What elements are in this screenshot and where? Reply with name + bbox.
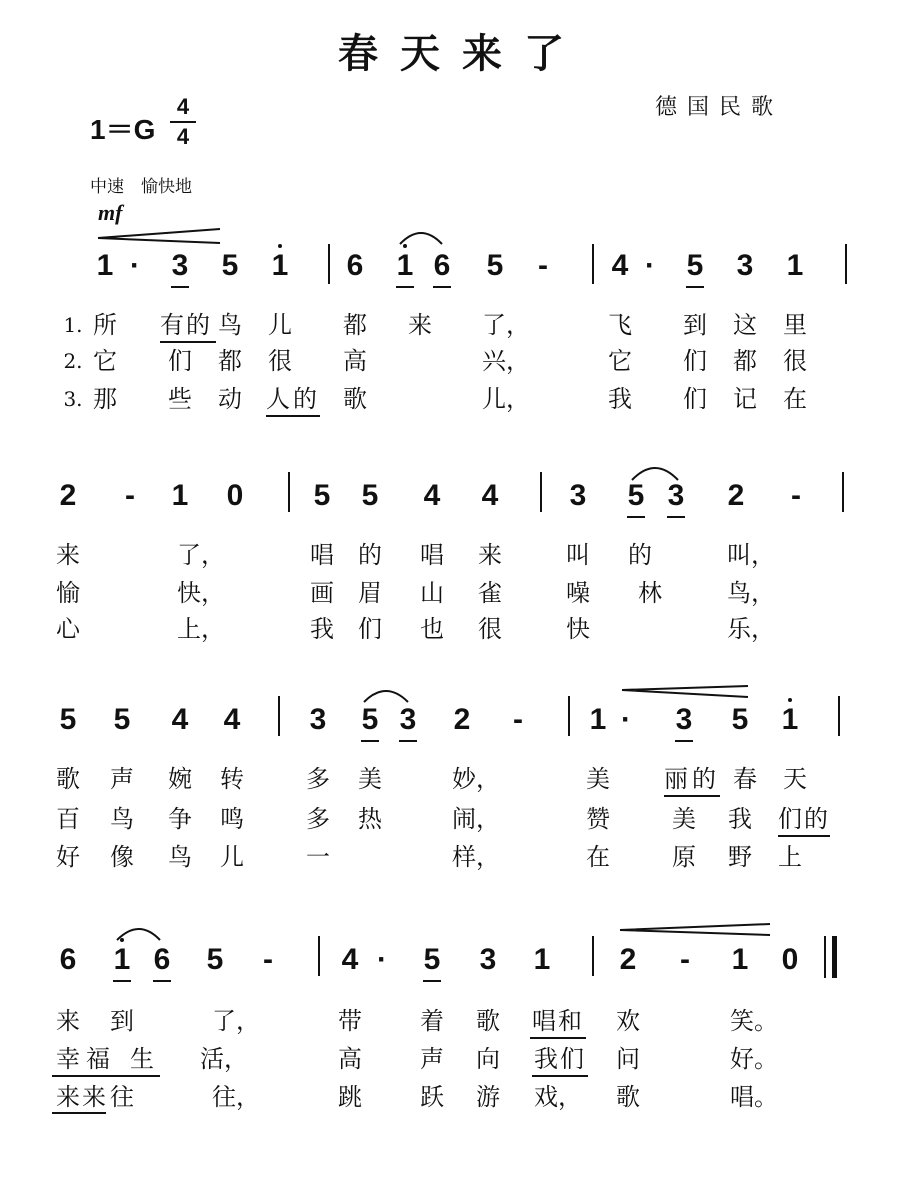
dash: - [680, 943, 690, 976]
lyric: 热 [358, 805, 382, 833]
melisma-underline [778, 835, 830, 837]
lyric: 里 [783, 311, 807, 339]
lyric: 的 [692, 765, 716, 793]
lyric: 在 [586, 843, 610, 871]
note: 3 [165, 248, 195, 284]
lyric: 儿 [220, 843, 244, 871]
composer-credit: 德国民歌 [655, 95, 784, 120]
note: 5 [621, 478, 651, 514]
note: 2 [727, 479, 745, 512]
lyric: 来 [408, 311, 432, 339]
note: 3 [479, 943, 497, 976]
dash: - [513, 703, 523, 736]
dynamic-marking: mf [98, 200, 123, 225]
lyric: 很 [783, 347, 807, 375]
barline [318, 936, 320, 976]
lyric: 闹， [452, 805, 500, 833]
lyric: 鸟， [727, 579, 775, 607]
time-numerator: 4 [176, 94, 190, 119]
note: 2 [619, 943, 637, 976]
note: 5 [731, 703, 749, 736]
lyric: 像 [110, 843, 134, 871]
lyric: 儿 [268, 311, 292, 339]
note: 3 [736, 249, 754, 282]
lyric: 到 [683, 311, 707, 339]
time-denominator: 4 [176, 124, 190, 149]
lyric: 美 [586, 765, 610, 793]
lyric: 的 [186, 311, 210, 339]
lyric: 飞 [608, 311, 632, 339]
lyric: 高 [338, 1045, 362, 1073]
dash: - [791, 479, 801, 512]
barline [838, 696, 840, 736]
lyric: 的 [358, 541, 382, 569]
lyric: 人 [266, 385, 290, 413]
lyric: 快 [566, 615, 590, 643]
lyric: 鸣 [220, 805, 244, 833]
note: 2 [59, 479, 77, 512]
lyric: 我 [608, 385, 632, 413]
lyric: 歌 [343, 385, 367, 413]
note: 4 [481, 479, 499, 512]
lyric: 们 [168, 347, 192, 375]
lyric: 很 [268, 347, 292, 375]
lyric: 多 [306, 805, 330, 833]
lyric: 们 [358, 615, 382, 643]
lyric: 歌 [476, 1007, 500, 1035]
note: 1 [533, 943, 551, 976]
barline [592, 936, 594, 976]
lyric: 山 [420, 579, 444, 607]
lyric: 百 [56, 805, 80, 833]
rest: 0 [226, 479, 244, 512]
lyric: 了， [212, 1007, 260, 1035]
lyric: 儿， [482, 385, 530, 413]
note: 1 [390, 248, 420, 284]
lyric: 问 [616, 1045, 640, 1073]
barline [328, 244, 330, 284]
lyric: 好。 [730, 1045, 778, 1073]
lyric: 跳 [338, 1083, 362, 1111]
lyric: 在 [783, 385, 807, 413]
lyric: 们 [683, 385, 707, 413]
lyric: 到 [110, 1007, 134, 1035]
lyric: 我 [534, 1045, 558, 1073]
lyric: 唱 [420, 541, 444, 569]
note: 4 [171, 703, 189, 736]
lyric: 跃 [420, 1083, 444, 1111]
barline [540, 472, 542, 512]
dot: · [377, 943, 387, 976]
lyric: 都 [733, 347, 757, 375]
note: 1 [731, 943, 749, 976]
lyric: 样， [452, 843, 500, 871]
verse-number: 2. [63, 349, 83, 373]
lyric: 戏， [534, 1083, 582, 1111]
lyric: 往 [110, 1083, 134, 1111]
lyric: 妙， [452, 765, 500, 793]
note: 5 [313, 479, 331, 512]
lyric: 上 [778, 843, 802, 871]
lyric: 有 [160, 311, 184, 339]
note: 3 [569, 479, 587, 512]
note: 1 [589, 703, 607, 736]
note: 3 [669, 702, 699, 738]
lyric: 来 [56, 541, 80, 569]
note: 5 [206, 943, 224, 976]
rest: 0 [781, 943, 799, 976]
lyric: 也 [420, 615, 444, 643]
lyric: 高 [343, 347, 367, 375]
lyric: 乐， [727, 615, 775, 643]
note: 5 [361, 479, 379, 512]
lyric: 鸟 [110, 805, 134, 833]
verse-number: 1. [63, 313, 83, 337]
key-signature: 1＝G [90, 114, 156, 145]
melisma-underline [664, 795, 720, 797]
lyric: 我 [310, 615, 334, 643]
slur-3 [364, 691, 408, 702]
lyric: 唱 [532, 1007, 556, 1035]
note: 1 [265, 248, 295, 284]
dash: - [125, 479, 135, 512]
lyric: 天 [783, 765, 807, 793]
lyric: 我 [728, 805, 752, 833]
dash: - [538, 249, 548, 282]
melisma-underline [160, 341, 216, 343]
lyric: 多 [306, 765, 330, 793]
note: 3 [661, 478, 691, 514]
note: 5 [221, 249, 239, 282]
note: 6 [427, 248, 457, 284]
dot: · [645, 249, 655, 282]
lyric: 原 [672, 843, 696, 871]
melisma-underline [532, 1075, 588, 1077]
lyric: 活， [200, 1045, 248, 1073]
lyric: 唱。 [730, 1083, 778, 1111]
lyric: 所 [93, 311, 117, 339]
barline [278, 696, 280, 736]
lyric: 它 [93, 347, 117, 375]
note: 5 [680, 248, 710, 284]
note: 5 [59, 703, 77, 736]
lyric: 愉 [56, 579, 80, 607]
lyric: 和 [558, 1007, 582, 1035]
slur-1 [400, 233, 442, 244]
lyric: 林 [638, 579, 662, 607]
lyric: 心 [56, 615, 80, 643]
lyric: 的 [628, 541, 652, 569]
note: 1 [107, 942, 137, 978]
lyric: 唱 [310, 541, 334, 569]
lyric: 一 [306, 843, 330, 871]
lyric: 上， [177, 615, 225, 643]
lyric: 都 [218, 347, 242, 375]
lyric: 往， [212, 1083, 260, 1111]
note: 6 [346, 249, 364, 282]
note: 1 [96, 249, 114, 282]
dash: - [263, 943, 273, 976]
barline [568, 696, 570, 736]
final-barline-thick [832, 936, 837, 978]
lyric: 着 [420, 1007, 444, 1035]
note: 3 [309, 703, 327, 736]
melisma-underline [52, 1075, 160, 1077]
barline [592, 244, 594, 284]
note: 6 [59, 943, 77, 976]
note: 4 [611, 249, 629, 282]
lyric: 来 [56, 1007, 80, 1035]
lyric: 带 [338, 1007, 362, 1035]
verse-number: 3. [63, 387, 83, 411]
melisma-underline [52, 1112, 106, 1114]
lyric: 叫， [727, 541, 775, 569]
lyric: 声 [420, 1045, 444, 1073]
note: 5 [417, 942, 447, 978]
lyric: 春 [733, 765, 757, 793]
lyric: 雀 [478, 579, 502, 607]
lyric: 福 [86, 1045, 110, 1073]
lyric: 来 [478, 541, 502, 569]
lyric: 争 [168, 805, 192, 833]
final-barline-thin [824, 936, 826, 978]
lyric: 们 [778, 805, 802, 833]
barline [845, 244, 847, 284]
lyric: 歌 [616, 1083, 640, 1111]
lyric: 赞 [586, 805, 610, 833]
lyric: 的 [293, 385, 317, 413]
lyric: 的 [804, 805, 828, 833]
lyric: 动 [218, 385, 242, 413]
lyric: 鸟 [218, 311, 242, 339]
lyric: 转 [220, 765, 244, 793]
lyric: 很 [478, 615, 502, 643]
dot: · [130, 249, 140, 282]
note: 1 [775, 702, 805, 738]
note: 1 [786, 249, 804, 282]
note: 4 [423, 479, 441, 512]
lyric: 这 [733, 311, 757, 339]
note: 6 [147, 942, 177, 978]
lyric: 好 [56, 843, 80, 871]
lyric: 快， [177, 579, 225, 607]
note: 5 [355, 702, 385, 738]
lyric: 些 [168, 385, 192, 413]
lyric: 幸 [56, 1045, 80, 1073]
note: 2 [453, 703, 471, 736]
lyric: 婉 [168, 765, 192, 793]
note: 5 [113, 703, 131, 736]
song-title: 春天来了 [338, 30, 586, 77]
melisma-underline [530, 1037, 586, 1039]
lyric: 笑。 [730, 1007, 778, 1035]
dot: · [621, 703, 631, 736]
lyric: 生 [130, 1045, 154, 1073]
crescendo-hairpin-1 [98, 229, 220, 243]
lyric: 们 [560, 1045, 584, 1073]
lyric: 它 [608, 347, 632, 375]
lyric: 了， [177, 541, 225, 569]
lyric: 声 [110, 765, 134, 793]
lyric: 丽 [664, 765, 688, 793]
lyric: 兴， [482, 347, 530, 375]
lyric: 美 [672, 805, 696, 833]
lyric: 欢 [616, 1007, 640, 1035]
lyric: 们 [683, 347, 707, 375]
lyric: 鸟 [168, 843, 192, 871]
lyric: 那 [93, 385, 117, 413]
lyric: 美 [358, 765, 382, 793]
note: 5 [486, 249, 504, 282]
crescendo-hairpin-3 [620, 924, 770, 935]
note: 1 [171, 479, 189, 512]
lyric: 叫 [566, 541, 590, 569]
lyric: 眉 [358, 579, 382, 607]
note: 4 [223, 703, 241, 736]
lyric: 来 [56, 1083, 80, 1111]
note: 4 [341, 943, 359, 976]
crescendo-hairpin-2 [622, 686, 748, 697]
lyric: 野 [728, 843, 752, 871]
lyric: 游 [476, 1083, 500, 1111]
note: 3 [393, 702, 423, 738]
lyric: 噪 [566, 579, 590, 607]
lyric: 记 [733, 385, 757, 413]
lyric: 歌 [56, 765, 80, 793]
lyric: 向 [476, 1045, 500, 1073]
barline [288, 472, 290, 512]
lyric: 画 [310, 579, 334, 607]
lyric: 都 [343, 311, 367, 339]
melisma-underline [266, 415, 320, 417]
barline [842, 472, 844, 512]
lyric: 来 [82, 1083, 106, 1111]
tempo-marking: 中速 愉快地 [90, 177, 192, 197]
lyric: 了， [482, 311, 530, 339]
